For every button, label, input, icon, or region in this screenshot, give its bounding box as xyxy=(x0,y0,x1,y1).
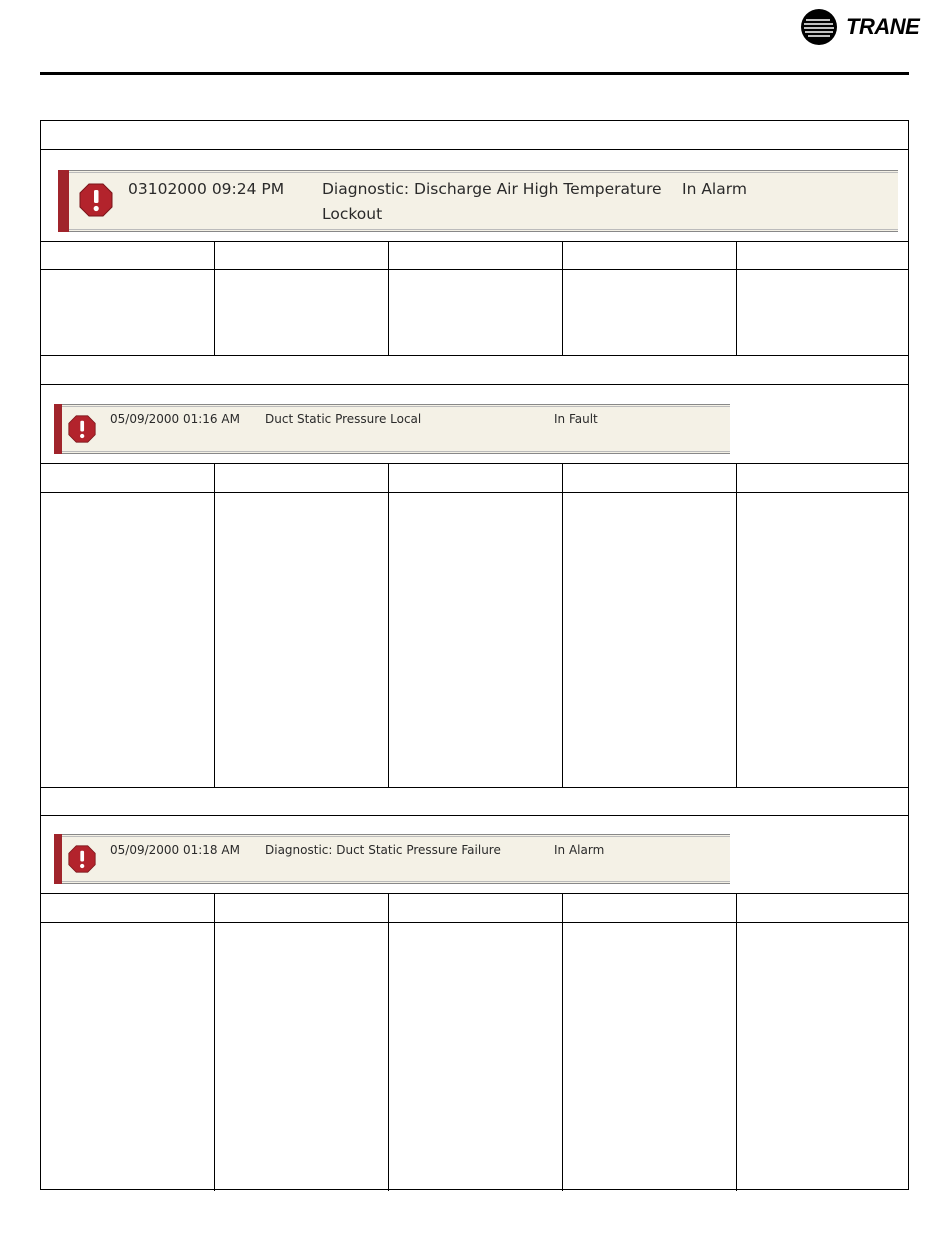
alert-message: Diagnostic: Discharge Air High Temperature xyxy=(322,180,662,198)
trane-logo-icon xyxy=(800,8,838,46)
row-divider xyxy=(41,463,908,464)
row-divider xyxy=(41,893,908,894)
column-divider xyxy=(214,893,215,1191)
row-divider xyxy=(41,922,908,923)
alarm-exclamation-icon xyxy=(79,183,113,217)
diagnostics-table xyxy=(40,120,909,1190)
row-divider xyxy=(41,492,908,493)
column-divider xyxy=(388,463,389,787)
row-divider xyxy=(41,787,908,788)
row-divider xyxy=(41,241,908,242)
column-divider xyxy=(562,241,563,355)
column-divider xyxy=(562,463,563,787)
alarm-banner xyxy=(54,834,730,884)
column-divider xyxy=(388,241,389,355)
alert-message: Duct Static Pressure Local xyxy=(265,412,422,426)
alert-timestamp: 03102000 09:24 PM xyxy=(128,180,285,198)
column-divider xyxy=(214,463,215,787)
row-divider xyxy=(41,355,908,356)
alert-message: Diagnostic: Duct Static Pressure Failure xyxy=(265,843,501,857)
row-divider xyxy=(41,384,908,385)
logo-wordmark: TRANE xyxy=(846,14,920,39)
alert-timestamp: 05/09/2000 01:16 AM xyxy=(110,412,240,426)
row-divider xyxy=(41,149,908,150)
header-rule xyxy=(40,72,909,75)
column-divider xyxy=(736,463,737,787)
alert-status: In Alarm xyxy=(682,180,747,198)
column-divider xyxy=(736,893,737,1191)
alarm-exclamation-icon xyxy=(68,415,96,443)
fault-banner xyxy=(54,404,730,454)
alert-status: In Alarm xyxy=(554,843,605,857)
alert-message-continued: Lockout xyxy=(322,205,383,223)
alarm-exclamation-icon xyxy=(68,845,96,873)
alert-timestamp: 05/09/2000 01:18 AM xyxy=(110,843,240,857)
column-divider xyxy=(736,241,737,355)
trane-logo xyxy=(800,8,920,46)
row-divider xyxy=(41,269,908,270)
column-divider xyxy=(562,893,563,1191)
column-divider xyxy=(214,241,215,355)
alarm-banner xyxy=(58,170,898,232)
column-divider xyxy=(388,893,389,1191)
alert-status: In Fault xyxy=(554,412,598,426)
row-divider xyxy=(41,815,908,816)
